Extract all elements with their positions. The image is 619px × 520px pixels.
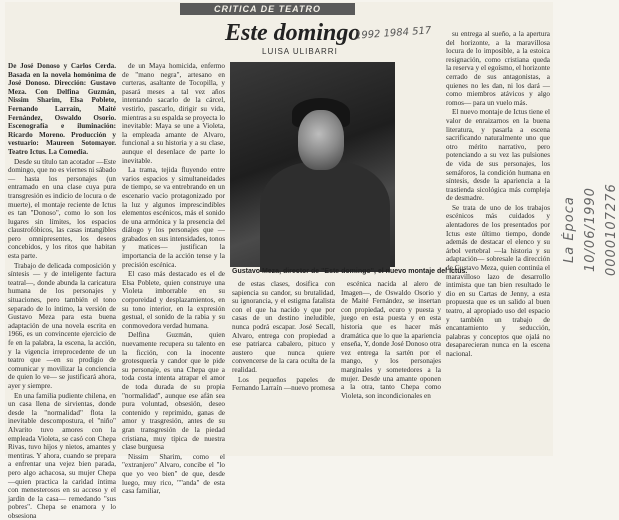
col4-paragraph: escénica nacida al alero de Imagen—, de Oswaldo Osorio y de Maité Fernández, se insertan con propiedad, ecuro y puesta y juego en esta puesta y en esta historia que es hacer más dramática que lo que la apariencia enseña, Y, donde José Donoso otra vez entrega la sartén por el mango, y los personajes marginales y sometedores a la mujer. Desde una amante oponen a la otra, tanto Chepa como Violeta, son incondicionales en: [341, 280, 441, 400]
col2-paragraph: de un Maya homicida, enfermo de "mano negra", artesano en curteras, asaltante de Tocopilla, y pasará meses a tal vez años intentando sacarlo de la cárcel, vestirlo, pascarlo, dirigir su vida, mientras a su espalda se proyecta lo inevitable: Maya se une a Violeta, la empleada amante de Alvaro, funcional a su historia y a su clase, aunque el desenlace de parte lo inevitable.: [122, 62, 225, 165]
col3-paragraph: Los pequeños papeles de Fernando Larraín —nuevo promesa: [232, 375, 335, 393]
director-photo: [230, 62, 395, 267]
col2-paragraph: El caso más destacado es el de Elsa Poblete, quien construye una Violeta imborrable en su corporeidad y desplazamientos, en su tono interior, en la expresión gestual, el sonido de la rabia y su conmovedora verdad humana.: [122, 270, 225, 330]
photo-body-shape: [260, 162, 390, 272]
handwritten-date-note: 1992 1984 517: [354, 25, 432, 42]
credits-block: [8, 62, 116, 157]
col5-body: [446, 30, 550, 359]
col2-paragraph: La trama, tejida fluyendo entre varios espacios y simultaneidades de tiempo, se va entrebrando en un escenario vacío protagonizado por la luz y algunos imprescindibles elementos escénicos, más el sonido de una armónica y la presencia del diálogo y los personajes que —grabados en sus intensidades, tonos y matices— justifican la importancia de la acción tense y la precisión escénica.: [122, 166, 225, 269]
handwritten-publication: La Época: [562, 196, 577, 264]
article-title: Este domingo: [225, 20, 361, 46]
credits-text: De José Donoso y Carlos Cerda. Basada en la novela homónima de José Donoso. Dirección: Gustavo Meza. Con Delfina Guzmán, Nissim Sharim, Elsa Poblete, Fernando Larraín, Maité Fernández, Oswaldo Osorio. Escenografía e iluminación: Ricardo Moreno. Producción y vestuario: Maureen Sotomayor. Teatro Ictus. La Comedia.: [8, 62, 116, 156]
column-4: [341, 280, 441, 454]
col2-paragraph: Delfina Guzmán, quien nuevamente recupera su talento en la ficción, con la inocente grotesquería y candor que le pide su personaje, es una Chepa que a toda costa intenta atrapar el amor de toda durada de su propia "normalidad", aunque ese afán sea pura voluntad, obsesión, deseo contenido y reprimido, ganas de amor y trasgresión, antes de su gran transgresión de la piedad cristiana, muy típica de nuestra clase burguesa: [122, 331, 225, 452]
col3-body: [232, 280, 335, 393]
col5-paragraph: Se trata de uno de los trabajos escénicos más cuidados y alentadores de los presentados por Ictus este último tiempo, donde además de destacar el elenco y su árbol vertebral —la historia y su adaptación— sobresale la dirección de Gustavo Meza, quien continúa el maravilloso lazo de desarrollo intimista que tan bien resultado le dio en su Cartas de Jenny, a esta propuesta que es un salido al buen teatro, al apropiado uso del espacio y también un trabajo de encantamiento y seducción, palabras y conceptos que ojalá no desaparecieran nunca en la escena nacional.: [446, 203, 550, 358]
column-2: [122, 62, 225, 496]
col1-paragraph: Desde su título tan acotador —Este domingo, que no es viernes ni sábado— hasta los personajes (un entramado en una clase cuya pura transgresión es indicio de locura o de muerte), el montaje reciente de Ictus es tan "Donoso", como lo son los lugares sin límites, los espacios claustrofóbicos, las casas intangibles pero omnipresentes, los deseos concebidos, y los ritos que habitan esta parte.: [8, 157, 116, 261]
section-header: CRITICA DE TEATRO: [180, 3, 355, 15]
handwritten-side-date: 10/06/1990: [583, 187, 598, 273]
column-1: [8, 62, 116, 520]
column-5: [446, 30, 550, 454]
col3-paragraph: de estas clases, dosifica con sapiencia su candor, su brutalidad, su ignorancia, y el estigma fatalista con el que ha nacido y que por casas de un destino ineludible, nunca podrá escapar. José Secall, Alvaro, entrega con propiedad a ese patriarca cabalero, pituco y austero que nunca quiere convencerse de la cara oculta de la realidad.: [232, 280, 335, 374]
photo-face-shape: [298, 110, 344, 170]
col5-paragraph: su entrega al sueño, a la apertura del horizonte, a la maravillosa locura de lo imposible, a la estoica resignación, como cristiana queda la reserva y el egoísmo, el horizonte cerrado de sus antagonistas, a quienes no les dan, ni los dará —como miembros atávicos y algo romos— para un vuelo más.: [446, 30, 550, 107]
col1-body: [8, 158, 116, 520]
col2-paragraph: Nissim Sharim, como el "extranjero" Alvaro, concibe el "lo que yo veo bien" de que, desde luego, muy rico, ""anda" de esta casa familiar,: [122, 452, 225, 496]
handwritten-side-notes: [562, 20, 619, 440]
col4-body: [341, 280, 441, 400]
author-byline: LUISA ULIBARRI: [262, 47, 338, 56]
column-3: [232, 280, 335, 454]
photo-caption: Gustavo Meza, director de "Este domingo", el nuevo montaje del Ictus.: [232, 268, 468, 275]
newspaper-clipping: [5, 2, 553, 520]
col1-paragraph: En una familia pudiente chilena, en un casa llena de sirvientas, donde desde la "normalidad" flota la inevitable descompostura, el "niño" Alvarito tuvo amores con la empleada Violeta, se casó con Chepa Rivas, tuvo hijos y nietos, amantes y mentiras. Y ahora, cuando se prepara a enfrentar una vejez bien parada, pero algo achacosa, su mujer Chepa —quien practica la caridad íntima con menesterosos en su acceso y el jardín de la casa— remedando "sus pobres". Chepa se enamora y lo obsesiona: [8, 391, 116, 520]
col5-paragraph: El nuevo montaje de Ictus tiene el valor de enraizarnos en la buena literatura, y pasarla a escena sacrificando naturalmente uno que otro mérito narrativo, pero potenciando a su vez las pulsiones de vida de sus personajes, los semáforos, la condición humana en síntesis, desde la apariencia a la trastienda sicológica más compleja de desmadre.: [446, 108, 550, 203]
col1-paragraph: Trabajo de delicada composición y síntesis — y de inteligente factura teatral—, donde abunda la caricatura humana de los personajes y situaciones, pero también el tono separado de lo íntimo, la versión de Gustavo Meza para esta buena adaptación de una novela escrita en 1966, es un convincente ejercicio de fe en la palabra, la escena, la acción, y la vigencia irreprocedente de un teatro que —en su prodigio de comunicar y movilizar la conciencia de quien lo ve— se justificará ahora, ayer y siempre.: [8, 261, 116, 390]
handwritten-side-code: 0000107276: [604, 183, 619, 277]
col2-body: [122, 62, 225, 496]
